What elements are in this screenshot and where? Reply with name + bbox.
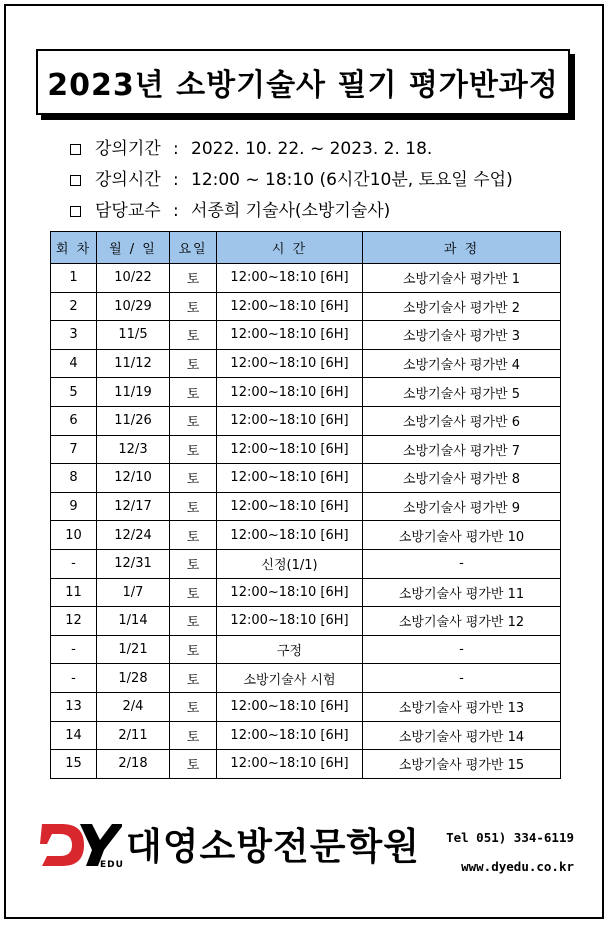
cell-date: 2/4 [97,692,170,721]
table-row [51,464,561,493]
info-value: 12:00 ~ 18:10 (6시간10분, 토요일 수업) [191,170,513,190]
cell-day: 토 [170,321,217,350]
cell-session: - [51,549,97,578]
info-label: 담당교수 [95,201,161,221]
cell-day: 토 [170,521,217,550]
cell-session: 1 [51,264,97,293]
cell-time: 12:00~18:10 [6H] [217,378,363,407]
checkbox-bullet-icon [70,144,81,155]
table-row [51,406,561,435]
cell-day: 토 [170,292,217,321]
cell-date: 10/29 [97,292,170,321]
table-row [51,750,561,779]
info-value: 서종희 기술사(소방기술사) [191,201,391,221]
table-row [51,349,561,378]
checkbox-bullet-icon [70,175,81,186]
cell-course: 소방기술사 평가반 15 [363,750,561,779]
cell-time: 12:00~18:10 [6H] [217,321,363,350]
schedule-table [50,231,561,779]
info-row-professor [70,196,513,227]
cell-course: 소방기술사 평가반 6 [363,406,561,435]
cell-time: 12:00~18:10 [6H] [217,521,363,550]
logo-edu-text: EDU [100,860,124,870]
header-date: 월 / 일 [97,232,170,264]
cell-day: 토 [170,464,217,493]
table-row [51,578,561,607]
cell-day: 토 [170,607,217,636]
cell-day: 토 [170,406,217,435]
cell-time: 12:00~18:10 [6H] [217,349,363,378]
phone-number: Tel 051) 334-6119 [446,830,574,845]
cell-time: 12:00~18:10 [6H] [217,607,363,636]
cell-date: 2/11 [97,721,170,750]
cell-course: 소방기술사 평가반 9 [363,492,561,521]
cell-day: 토 [170,750,217,779]
info-value: 2022. 10. 22. ~ 2023. 2. 18. [191,139,433,159]
cell-time: 구정 [217,635,363,664]
cell-session: 8 [51,464,97,493]
info-separator: : [173,139,179,159]
cell-session: 2 [51,292,97,321]
cell-time: 12:00~18:10 [6H] [217,406,363,435]
cell-day: 토 [170,435,217,464]
cell-course: 소방기술사 평가반 4 [363,349,561,378]
cell-date: 2/18 [97,750,170,779]
table-row [51,692,561,721]
cell-day: 토 [170,264,217,293]
info-separator: : [173,170,179,190]
dy-logo-icon [38,818,122,872]
cell-date: 12/31 [97,549,170,578]
table-row [51,492,561,521]
academy-logo [38,818,420,872]
course-info [70,134,513,227]
cell-day: 토 [170,578,217,607]
page-title-text: 2023년 소방기술사 필기 평가반과정 [47,68,559,103]
cell-date: 1/21 [97,635,170,664]
cell-course: 소방기술사 평가반 10 [363,521,561,550]
cell-day: 토 [170,692,217,721]
cell-date: 11/12 [97,349,170,378]
cell-course: 소방기술사 평가반 2 [363,292,561,321]
cell-day: 토 [170,492,217,521]
table-row [51,664,561,693]
table-row [51,607,561,636]
table-row [51,435,561,464]
cell-session: 10 [51,521,97,550]
table-row [51,549,561,578]
table-body [51,264,561,779]
table-row [51,321,561,350]
cell-course: 소방기술사 평가반 11 [363,578,561,607]
cell-session: 7 [51,435,97,464]
cell-session: - [51,635,97,664]
cell-day: 토 [170,349,217,378]
cell-session: 6 [51,406,97,435]
cell-course: - [363,549,561,578]
cell-date: 12/3 [97,435,170,464]
cell-course: 소방기술사 평가반 3 [363,321,561,350]
cell-date: 1/14 [97,607,170,636]
cell-session: 4 [51,349,97,378]
cell-session: 14 [51,721,97,750]
cell-course: - [363,664,561,693]
cell-day: 토 [170,378,217,407]
info-separator: : [173,201,179,221]
table-row [51,292,561,321]
table-row [51,521,561,550]
info-row-time [70,165,513,196]
cell-date: 11/19 [97,378,170,407]
cell-session: 15 [51,750,97,779]
header-time: 시 간 [217,232,363,264]
cell-time: 12:00~18:10 [6H] [217,464,363,493]
cell-day: 토 [170,721,217,750]
cell-course: 소방기술사 평가반 8 [363,464,561,493]
table-row [51,378,561,407]
contact-info [446,823,574,881]
cell-day: 토 [170,664,217,693]
checkbox-bullet-icon [70,206,81,217]
table-header-row [51,232,561,264]
cell-course: 소방기술사 평가반 12 [363,607,561,636]
cell-session: 12 [51,607,97,636]
cell-time: 12:00~18:10 [6H] [217,692,363,721]
cell-date: 12/10 [97,464,170,493]
cell-session: 11 [51,578,97,607]
cell-course: 소방기술사 평가반 14 [363,721,561,750]
header-session: 회 차 [51,232,97,264]
cell-date: 1/28 [97,664,170,693]
info-label: 강의시간 [95,170,161,190]
cell-course: 소방기술사 평가반 7 [363,435,561,464]
table-row [51,721,561,750]
academy-name: 대영소방전문학원 [126,825,420,868]
cell-date: 12/24 [97,521,170,550]
cell-time: 신정(1/1) [217,549,363,578]
cell-date: 12/17 [97,492,170,521]
cell-course: 소방기술사 평가반 13 [363,692,561,721]
cell-time: 12:00~18:10 [6H] [217,492,363,521]
header-course: 과 정 [363,232,561,264]
cell-time: 12:00~18:10 [6H] [217,264,363,293]
info-row-period [70,134,513,165]
cell-date: 10/22 [97,264,170,293]
table-row [51,635,561,664]
cell-time: 12:00~18:10 [6H] [217,292,363,321]
website-url: www.dyedu.co.kr [461,859,574,874]
cell-session: - [51,664,97,693]
cell-course: - [363,635,561,664]
cell-course: 소방기술사 평가반 5 [363,378,561,407]
header-day: 요일 [170,232,217,264]
cell-time: 12:00~18:10 [6H] [217,750,363,779]
cell-time: 12:00~18:10 [6H] [217,435,363,464]
cell-course: 소방기술사 평가반 1 [363,264,561,293]
cell-day: 토 [170,549,217,578]
table-row [51,264,561,293]
info-label: 강의기간 [95,139,161,159]
cell-date: 1/7 [97,578,170,607]
cell-time: 12:00~18:10 [6H] [217,578,363,607]
cell-session: 13 [51,692,97,721]
cell-time: 소방기술사 시험 [217,664,363,693]
cell-session: 5 [51,378,97,407]
cell-session: 3 [51,321,97,350]
cell-day: 토 [170,635,217,664]
cell-date: 11/26 [97,406,170,435]
page-title [36,49,570,115]
cell-time: 12:00~18:10 [6H] [217,721,363,750]
cell-date: 11/5 [97,321,170,350]
cell-session: 9 [51,492,97,521]
